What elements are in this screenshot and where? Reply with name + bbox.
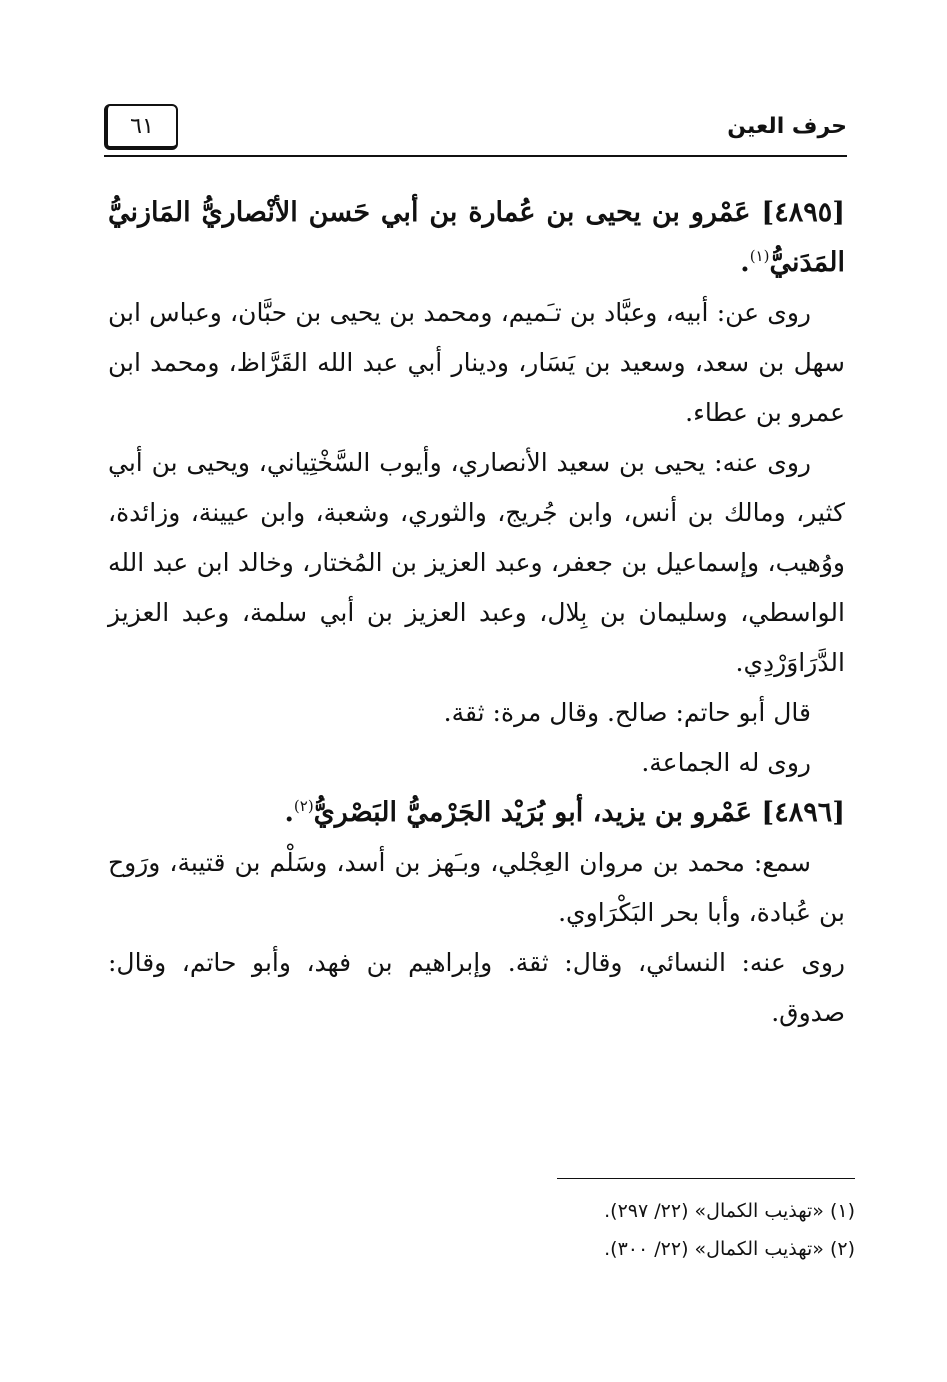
footnote-ref: (٢)	[293, 797, 314, 815]
entry-heading: [٤٨٩٥] عَمْرو بن يحيى بن عُمارة بن أبي حَسن الأنْصاريُّ المَازنيُّ المَدَنيُّ$^{(١)}$.	[108, 197, 845, 278]
footnote: (٢) «تهذيب الكمال» (٢٢/ ٣٠٠).	[604, 1238, 855, 1260]
page-number-box	[104, 104, 178, 150]
entry-paragraph: قال أبو حاتم: صالح. وقال مرة: ثقة.	[443, 698, 811, 727]
running-head: حرف العين	[727, 114, 847, 139]
footnote-rule	[557, 1178, 855, 1179]
entry-paragraph: روى عنه: يحيى بن سعيد الأنصاري، وأيوب السَّخْتِياني، ويحيى بن أبي كثير، ومالك بن أنس، وابن جُريج، والثوري، وشعبة، وابن عيينة، وزائدة، ووُهيب، وإسماعيل بن جعفر، وعبد العزيز بن المُختار، وخالد ابن عبد الله الواسطي، وسليمان بن بِلال، وعبد العزيز بن أبي سلمة، وعبد العزيز الدَّرَاوَرْدِي.	[108, 448, 845, 677]
main-text	[108, 188, 845, 1038]
entry-paragraph: روى عنه: النسائي، وقال: ثقة. وإبراهيم بن فهد، وأبو حاتم، وقال: صدوق.	[108, 948, 845, 1027]
footnotes	[108, 1192, 855, 1268]
entry-heading: [٤٨٩٦] عَمْرو بن يزيد، أبو بُرَيْد الجَرْميُّ البَصْريُّ$^{(٢)}$.	[284, 797, 845, 828]
footnote: (١) «تهذيب الكمال» (٢٢/ ٢٩٧).	[604, 1200, 855, 1222]
entry-paragraph: سمع: محمد بن مروان العِجْلي، وبـَهز بن أسد، وسَلْم بن قتيبة، ورَوح بن عُبادة، وأبا بحر البَكْرَاوي.	[108, 848, 845, 927]
entry-paragraph: روى عن: أبيه، وعبَّاد بن تـَميم، ومحمد بن يحيى بن حبَّان، وعباس ابن سهل بن سعد، وسعيد بن يَسَار، ودينار أبي عبد الله القَرَّاظ، ومحمد ابن عمرو بن عطاء.	[108, 298, 845, 427]
entry-paragraph: روى له الجماعة.	[641, 748, 811, 777]
header-rule	[104, 155, 847, 157]
footnote-ref: (١)	[749, 247, 770, 265]
page-number: ٦١	[130, 114, 154, 139]
